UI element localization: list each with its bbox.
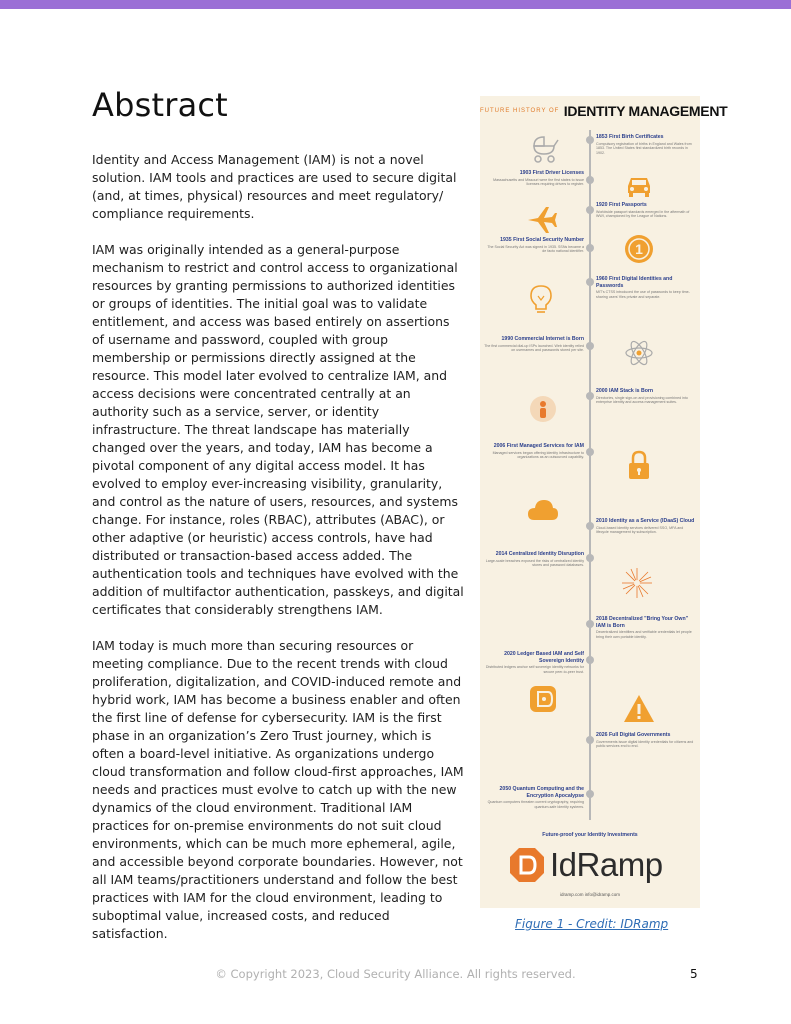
timeline-dot [586,206,594,214]
warning-icon [622,692,656,726]
timeline-event: 2018 Decentralized "Bring Your Own" IAM is Born Decentralized identifiers and verifiable credentials let people bring their own portable identity. [596,616,692,639]
idramp-logo-text: IdRamp [550,846,663,883]
timeline-dot [586,522,594,530]
infographic-title-small: FUTURE HISTORY OF [480,107,560,114]
timeline-event: 2026 Full Digital Governments Governments issue digital identity credentials for citizens and public services end to end. [596,732,694,749]
padlock-icon [622,448,656,482]
timeline-dot [586,554,594,562]
timeline-dot [586,244,594,252]
timeline-event: 1960 First Digital Identities and Passwords MIT's CTSS introduced the use of passwords to keep time-sharing users' files private and separate. [596,276,690,299]
ledger-badge-icon [526,682,560,716]
timeline-dot [586,278,594,286]
idramp-logo-icon [508,846,546,884]
timeline-event: 2010 Identity as a Service (IDaaS) Cloud Cloud-based identity services delivered SSO, MFA and lifecycle management by subscription. [596,518,695,535]
atom-icon [622,336,656,370]
timeline-event: 2050 Quantum Computing and the Encryption Apocalypse Quantum computers threaten current cryptography, requiring quantum-safe identity systems. [487,786,584,809]
timeline-dot [586,392,594,400]
page-title: Abstract [92,86,228,124]
burst-icon [620,566,654,600]
timeline-event: 2020 Ledger Based IAM and Self Sovereign Identity Distributed ledgers anchor self sovereign identity networks for secure peer-to-peer trust. [485,651,584,674]
infographic-tagline: Future-proof your Identity Investments [542,832,638,838]
coin-icon [622,232,656,266]
paragraph-1: Identity and Access Management (IAM) is not a novel solution. IAM tools and practices are used to secure digital (and, at times, physical) resources and meet regulatory/ compliance requirements. [92,152,457,221]
timeline-dot [586,342,594,350]
timeline-dot [586,656,594,664]
car-icon [622,168,656,202]
timeline-dot [586,620,594,628]
timeline-line [589,130,591,820]
airplane-icon [524,202,558,236]
infographic-title-big: IDENTITY MANAGEMENT [563,102,728,119]
stroller-icon [528,132,562,166]
abstract-body [92,151,464,961]
page-number: 5 [690,967,698,981]
timeline-dot [586,448,594,456]
idramp-logo [508,844,678,886]
lightbulb-icon [524,282,558,316]
timeline-dot [586,736,594,744]
idramp-contact: idramp.com info@idramp.com [559,892,621,897]
timeline-event: 1990 Commercial Internet is Born The first commercial dial-up ISPs launched. Web identity relied on usernames and passwords stored per site. [484,336,584,353]
timeline-event: 2014 Centralized Identity Disruption Large-scale breaches exposed the risks of centralized identity stores and password databases. [485,551,584,568]
infographic-title [480,102,728,120]
svg-text:1: 1 [635,241,643,257]
timeline-dot [586,176,594,184]
identity-management-infographic [480,96,728,908]
idramp-brand-area [480,832,700,908]
person-icon [526,392,560,426]
timeline-dot [586,136,594,144]
paragraph-2: IAM was originally intended as a general-purpose mechanism to restrict and control access to organizational resources by granting permissions to authorized identities or groups of identities. The initial goal was to validate entitlement, and access was based entirely on assertions of username and password, coupled with group membership or permissions directly assigned at the resource. This model later evolved to centralize IAM, and access decisions were concentrated centrally at an authority such as a service, server, or identity infrastructure. The threat landscape has materially changed over the years, and today, IAM has become a pivotal component of any digital access model. It has evolved to employ ever-increasing visibility, granularity, and control as the nature of users, resources, and systems change. For instance, roles (RBAC), attributes (ABAC), or other adaptive (or heuristic) access controls, have had distributed or transaction-based access added. The authentication tools and techniques have evolved with the addition of multifactor authentication, passkeys, and digital certificates that considerably strengthens IAM. [92,242,464,617]
timeline-event: 1920 First Passports Worldwide passport standards emerged in the aftermath of WWI, championed by the League of Nations. [596,202,690,219]
paragraph-3: IAM today is much more than securing resources or meeting compliance. Due to the recent trends with cloud proliferation, digitalization, and COVID-induced remote and hybrid work, IAM has become a business enabler and often the first line of defense for cybersecurity. IAM is the first phase in an organization’s Zero Trust journey, which is often a board-level initiative. As organizations undergo cloud transformation and follow cloud-first approaches, IAM needs and practices must evolve to catch up with the new dynamics of the cloud environment. Traditional IAM practices for on-premise environments do not suit cloud environments, which can be much more ephemeral, agile, and accessible beyond corporate boundaries. However, not all IAM teams/practitioners understand and follow the best practices with IAM for the cloud environment, leading to suboptimal value, increased costs, and reduced satisfaction. [92,638,464,941]
timeline-event: 2006 First Managed Services for IAM Managed services began offering identity infrastructure to organizations as an outsourced capability. [492,443,584,460]
timeline-event: 1903 First Driver Licenses Massachusetts and Missouri were the first states to issue licenses requiring drivers to register. [493,170,584,187]
timeline-event: 1853 First Birth Certificates Compulsory registration of births in England and Wales from 1853. The United States first standardized birth records in 1902. [596,134,692,156]
timeline-event: 2000 IAM Stack is Born Directories, single sign-on and provisioning combined into enterprise identity and access management suites. [596,388,688,405]
top-accent-bar [0,0,791,9]
copyright-footer: © Copyright 2023, Cloud Security Alliance. All rights reserved. [215,967,576,981]
timeline-event: 1935 First Social Security Number The Social Security Act was signed in 1935. SSNs became a de facto national identifier. [487,237,584,254]
figure-caption-link[interactable]: Figure 1 - Credit: IDRamp [515,917,669,931]
timeline-dot [586,790,594,798]
cloud-icon [526,494,560,528]
